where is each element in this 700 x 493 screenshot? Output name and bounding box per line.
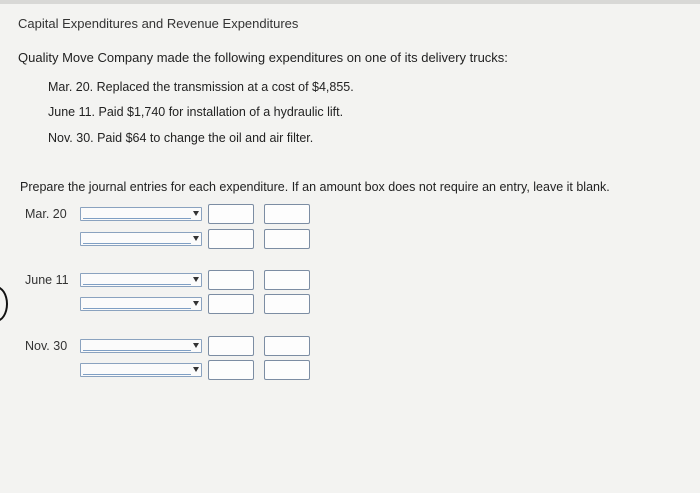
chevron-down-icon [193,277,199,282]
credit-amount-june-1[interactable] [264,270,310,290]
credit-amount-nov-1[interactable] [264,336,310,356]
chevron-down-icon [193,343,199,348]
entry-date-june: June 11 [25,273,69,287]
problem-intro: Quality Move Company made the following expenditures on one of its delivery trucks: [18,50,508,65]
debit-amount-mar-1[interactable] [208,204,254,224]
top-border [0,0,700,4]
chevron-down-icon [193,367,199,372]
account-select-nov-debit[interactable] [80,339,202,353]
chevron-down-icon [193,211,199,216]
debit-amount-june-2[interactable] [208,294,254,314]
entry-date-mar: Mar. 20 [25,207,67,221]
debit-amount-nov-2[interactable] [208,360,254,380]
expenditure-item-june: June 11. Paid $1,740 for installation of a hydraulic lift. [48,105,344,119]
account-select-mar-debit[interactable] [80,207,202,221]
account-select-nov-credit[interactable] [80,363,202,377]
edge-arc-icon [0,286,8,322]
credit-amount-june-2[interactable] [264,294,310,314]
expenditure-item-nov: Nov. 30. Paid $64 to change the oil and air filter. [48,131,314,145]
credit-amount-mar-1[interactable] [264,204,310,224]
debit-amount-nov-1[interactable] [208,336,254,356]
account-select-june-debit[interactable] [80,273,202,287]
credit-amount-nov-2[interactable] [264,360,310,380]
debit-amount-mar-2[interactable] [208,229,254,249]
page-title: Capital Expenditures and Revenue Expenditures [18,16,299,31]
account-select-june-credit[interactable] [80,297,202,311]
expenditure-item-mar: Mar. 20. Replaced the transmission at a cost of $4,855. [48,80,354,94]
debit-amount-june-1[interactable] [208,270,254,290]
entry-date-nov: Nov. 30 [25,339,68,353]
account-select-mar-credit[interactable] [80,232,202,246]
instructions: Prepare the journal entries for each expenditure. If an amount box does not require an entry, leave it blank. [20,180,610,194]
chevron-down-icon [193,236,199,241]
credit-amount-mar-2[interactable] [264,229,310,249]
chevron-down-icon [193,301,199,306]
